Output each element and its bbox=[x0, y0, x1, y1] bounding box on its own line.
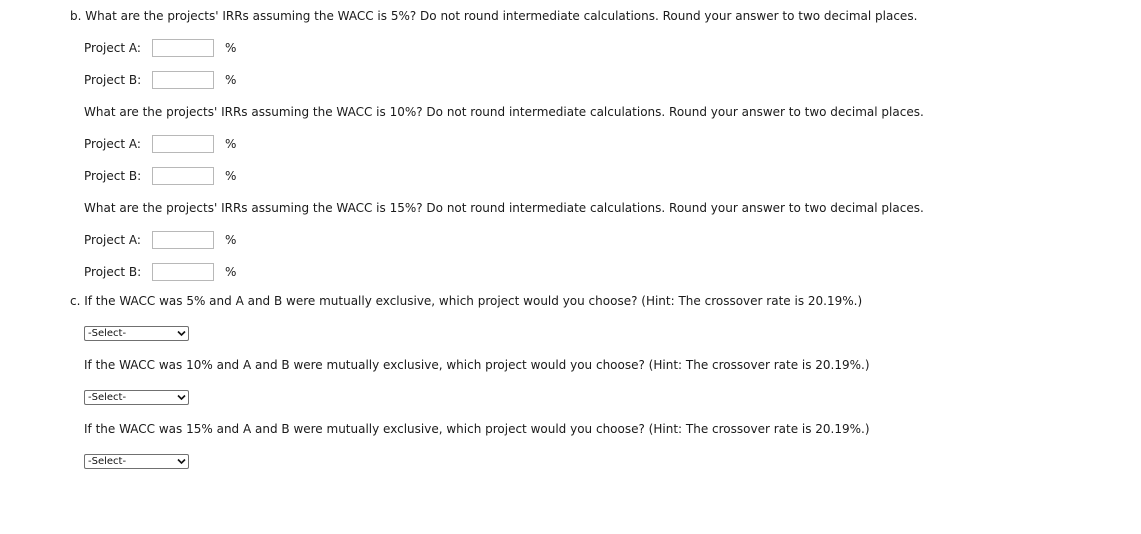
select-value: -Select- bbox=[88, 392, 127, 403]
irr-row-project-b-wacc-10 bbox=[84, 166, 236, 186]
select-value: -Select- bbox=[88, 328, 127, 339]
chevron-down-icon bbox=[177, 393, 186, 402]
percent-unit: % bbox=[225, 73, 237, 87]
irr-input-project-b-wacc-10[interactable] bbox=[152, 167, 214, 185]
irr-input-project-a-wacc-10[interactable] bbox=[152, 135, 214, 153]
irr-input-project-a-wacc-5[interactable] bbox=[152, 39, 214, 57]
select-value: -Select- bbox=[88, 456, 127, 467]
project-b-label: Project B: bbox=[84, 169, 142, 183]
irr-row-project-a-wacc-15 bbox=[84, 230, 236, 250]
project-choice-select-wacc-15[interactable] bbox=[84, 454, 189, 469]
percent-unit: % bbox=[225, 265, 237, 279]
project-b-label: Project B: bbox=[84, 73, 142, 87]
percent-unit: % bbox=[225, 41, 237, 55]
question-b-wacc-10: What are the projects' IRRs assuming the WACC is 10%? Do not round intermediate calculations. Round your answer to two decimal places. bbox=[84, 105, 924, 119]
question-c-wacc-15: If the WACC was 15% and A and B were mutually exclusive, which project would you choose? (Hint: The crossover rate is 20.19%.) bbox=[84, 422, 870, 436]
question-b-wacc-5: b. What are the projects' IRRs assuming the WACC is 5%? Do not round intermediate calculations. Round your answer to two decimal places. bbox=[70, 9, 918, 23]
irr-row-project-a-wacc-5 bbox=[84, 38, 236, 58]
chevron-down-icon bbox=[177, 329, 186, 338]
project-a-label: Project A: bbox=[84, 137, 141, 151]
question-c-wacc-10: If the WACC was 10% and A and B were mutually exclusive, which project would you choose? (Hint: The crossover rate is 20.19%.) bbox=[84, 358, 870, 372]
chevron-down-icon bbox=[177, 457, 186, 466]
project-choice-select-wacc-5[interactable] bbox=[84, 326, 189, 341]
irr-input-project-a-wacc-15[interactable] bbox=[152, 231, 214, 249]
irr-input-project-b-wacc-5[interactable] bbox=[152, 71, 214, 89]
question-c-wacc-5: c. If the WACC was 5% and A and B were mutually exclusive, which project would you choose? (Hint: The crossover rate is 20.19%.) bbox=[70, 294, 863, 308]
project-a-label: Project A: bbox=[84, 233, 141, 247]
project-choice-select-wacc-10[interactable] bbox=[84, 390, 189, 405]
irr-row-project-a-wacc-10 bbox=[84, 134, 236, 154]
question-b-wacc-15: What are the projects' IRRs assuming the WACC is 15%? Do not round intermediate calculations. Round your answer to two decimal places. bbox=[84, 201, 924, 215]
irr-row-project-b-wacc-15 bbox=[84, 262, 236, 282]
project-a-label: Project A: bbox=[84, 41, 141, 55]
percent-unit: % bbox=[225, 169, 237, 183]
project-b-label: Project B: bbox=[84, 265, 142, 279]
percent-unit: % bbox=[225, 137, 237, 151]
irr-input-project-b-wacc-15[interactable] bbox=[152, 263, 214, 281]
irr-row-project-b-wacc-5 bbox=[84, 70, 236, 90]
percent-unit: % bbox=[225, 233, 237, 247]
